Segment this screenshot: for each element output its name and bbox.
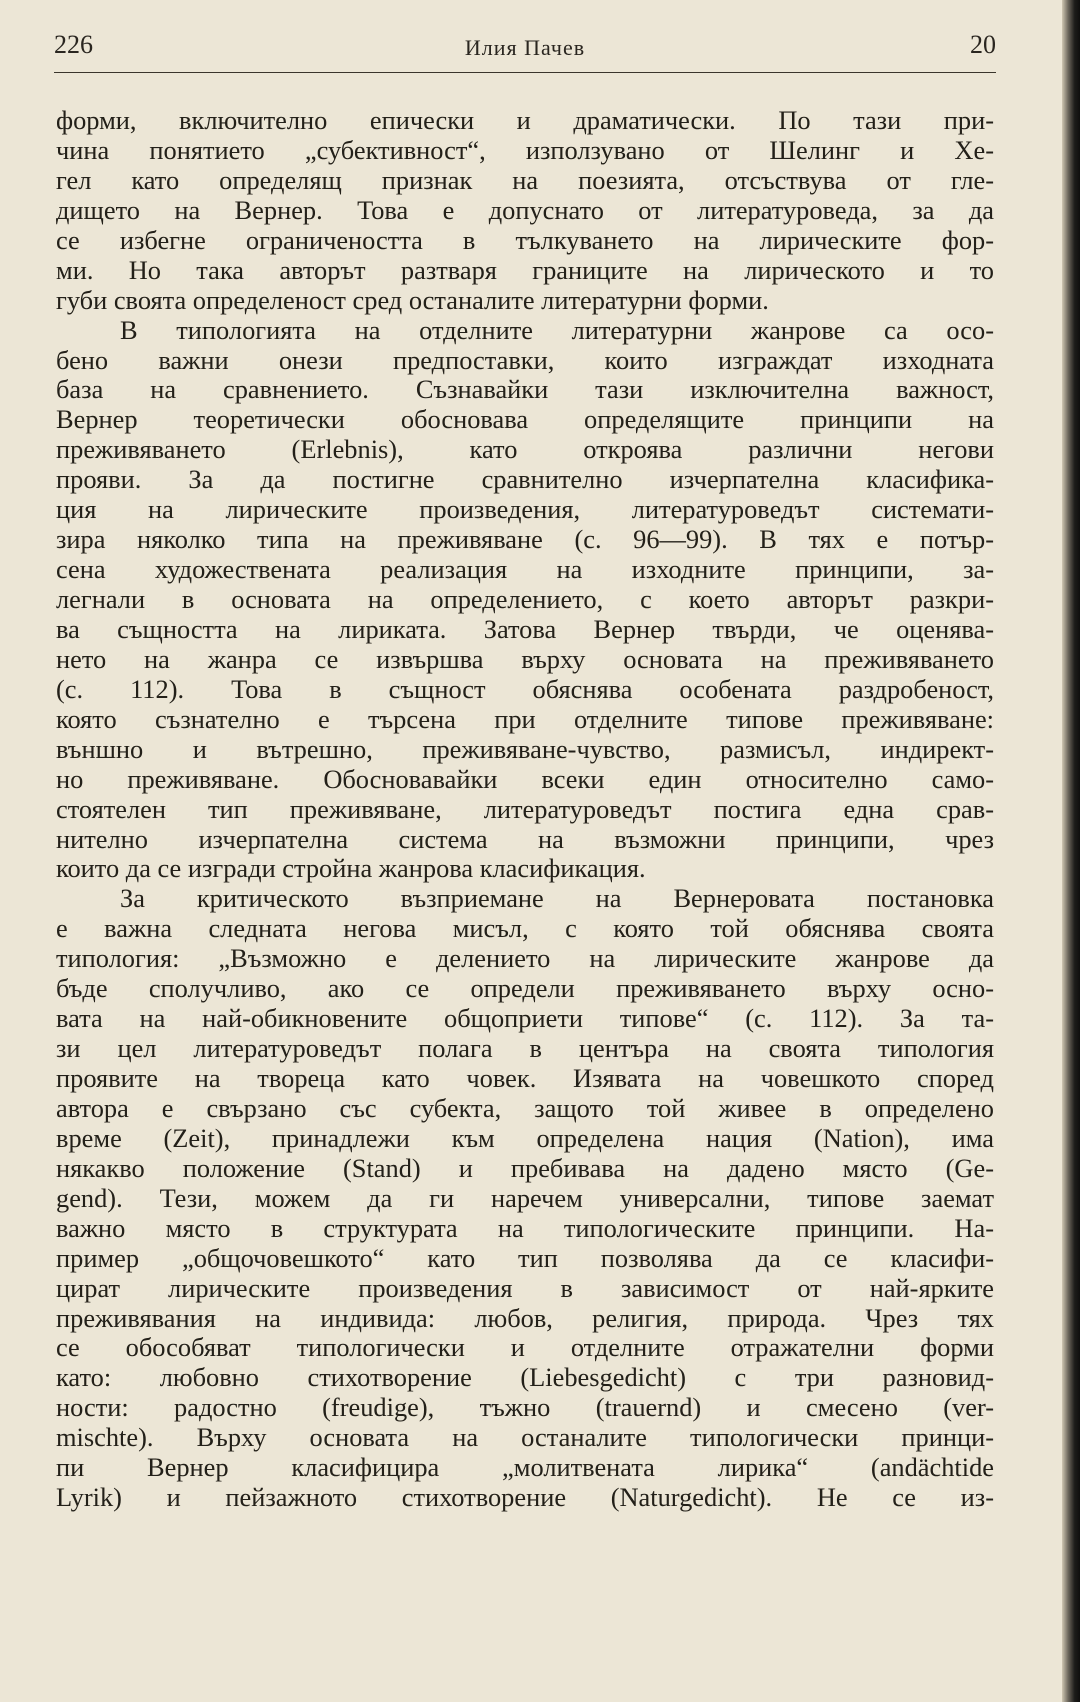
text-line: гел като определящ признак на поезията, отсъствува от гле- — [56, 165, 994, 195]
text-line: база на сравнението. Съзнавайки тази изключителна важност, — [56, 375, 994, 405]
text-line: В типологията на отделните литературни жанрове са осо- — [120, 315, 994, 345]
text-line: вата на най-обикновените общоприети типове“ (с. 112). За та- — [56, 1004, 994, 1034]
text-line: gend). Тези, можем да ги наречем универсални, типове заемат — [56, 1183, 994, 1213]
text-line: външно и вътрешно, преживяване-чувство, размисъл, индирект- — [56, 734, 994, 764]
paragraph — [56, 106, 994, 316]
text-line: бено важни онези предпоставки, които изграждат изходната — [56, 345, 994, 375]
section-number: 20 — [970, 30, 996, 59]
text-line: дището на Вернер. Това е допуснато от литературоведа, за да — [56, 195, 994, 225]
text-line: сена художествената реализация на изходните принципи, за- — [56, 555, 994, 585]
text-line: се избегне ограничеността в тълкуването на лирическите фор- — [56, 225, 994, 255]
text-line: нително изчерпателна система на възможни принципи, чрез — [56, 824, 994, 854]
text-line: зира няколко типа на преживяване (с. 96—99). В тях е потър- — [56, 525, 994, 555]
book-spine-shadow — [1062, 0, 1080, 1702]
text-line: цират лирическите произведения в зависимост от най-ярките — [56, 1273, 994, 1303]
text-line: нето на жанра се извършва върху основата на преживяването — [56, 644, 994, 674]
running-header — [54, 30, 996, 70]
text-line: ности: радостно (freudige), тъжно (trauernd) и смесено (ver- — [56, 1393, 994, 1423]
text-line: важно място в структурата на типологическите принципи. На- — [56, 1213, 994, 1243]
text-line: преживяването (Erlebnis), като откроява различни негови — [56, 435, 994, 465]
text-line: Вернер теоретически обосновава определящите принципи на — [56, 405, 994, 435]
text-line: ми. Но така авторът разтваря границите на лирическото и то — [56, 255, 994, 285]
text-line: пи Вернер класифицира „молитвената лирика“ (andächtide — [56, 1453, 994, 1483]
text-line: прояви. За да постигне сравнително изчерпателна класифика- — [56, 465, 994, 495]
text-line: автора е свързано със субекта, защото той живее в определено — [56, 1093, 994, 1123]
text-line: типология: „Възможно е делението на лирическите жанрове да — [56, 944, 994, 974]
text-line: пример „общочовешкото“ като тип позволява да се класифи- — [56, 1243, 994, 1273]
text-line: но преживяване. Обосновавайки всеки един относително само- — [56, 764, 994, 794]
text-line: форми, включително епически и драматически. По тази при- — [56, 106, 994, 135]
text-line: някакво положение (Stand) и пребивава на дадено място (Ge- — [56, 1153, 994, 1183]
text-line: mischte). Върху основата на останалите типологически принци- — [56, 1423, 994, 1453]
running-head-author: Илия Пачев — [464, 35, 586, 60]
text-line: ва същността на лириката. Затова Вернер твърди, че оценява- — [56, 614, 994, 644]
text-line: които да се изгради стройна жанрова класификация. — [56, 854, 646, 884]
text-line: време (Zeit), принадлежи към определена нация (Nation), има — [56, 1123, 994, 1153]
text-line: която съзнателно е търсена при отделните типове преживяване: — [56, 704, 994, 734]
body-text — [56, 106, 994, 1513]
text-line: е важна следната негова мисъл, с която той обяснява своята — [56, 914, 994, 944]
text-line: За критическото възприемане на Вернеровата постановка — [120, 884, 994, 914]
text-line: Lyrik) и пейзажното стихотворение (Naturgedicht). Не се из- — [56, 1483, 994, 1513]
text-line: чина понятието „субективност“, използувано от Шелинг и Хе- — [56, 135, 994, 165]
text-line: (с. 112). Това в същност обяснява особената раздробеност, — [56, 674, 994, 704]
text-line: легнали в основата на определението, с което авторът разкри- — [56, 585, 994, 614]
text-line: губи своята определеност сред останалите литературни форми. — [56, 285, 769, 315]
text-line: ция на лирическите произведения, литературоведът системати- — [56, 495, 994, 525]
paragraph — [56, 316, 994, 885]
text-line: се обособяват типологически и отделните отражателни форми — [56, 1333, 994, 1363]
paragraph — [56, 884, 994, 1513]
text-line: зи цел литературоведът полага в центъра на своята типология — [56, 1034, 994, 1064]
text-line: стоятелен тип преживяване, литературоведът постига една срав- — [56, 794, 994, 824]
text-line: преживявания на индивида: любов, религия, природа. Чрез тях — [56, 1303, 994, 1333]
header-rule — [54, 72, 996, 73]
page-number: 226 — [54, 30, 93, 59]
text-line: бъде сполучливо, ако се определи преживяването върху осно- — [56, 974, 994, 1004]
text-line: проявите на твореца като човек. Изявата на човешкото според — [56, 1064, 994, 1093]
text-line: като: любовно стихотворение (Liebesgedicht) с три разновид- — [56, 1363, 994, 1393]
